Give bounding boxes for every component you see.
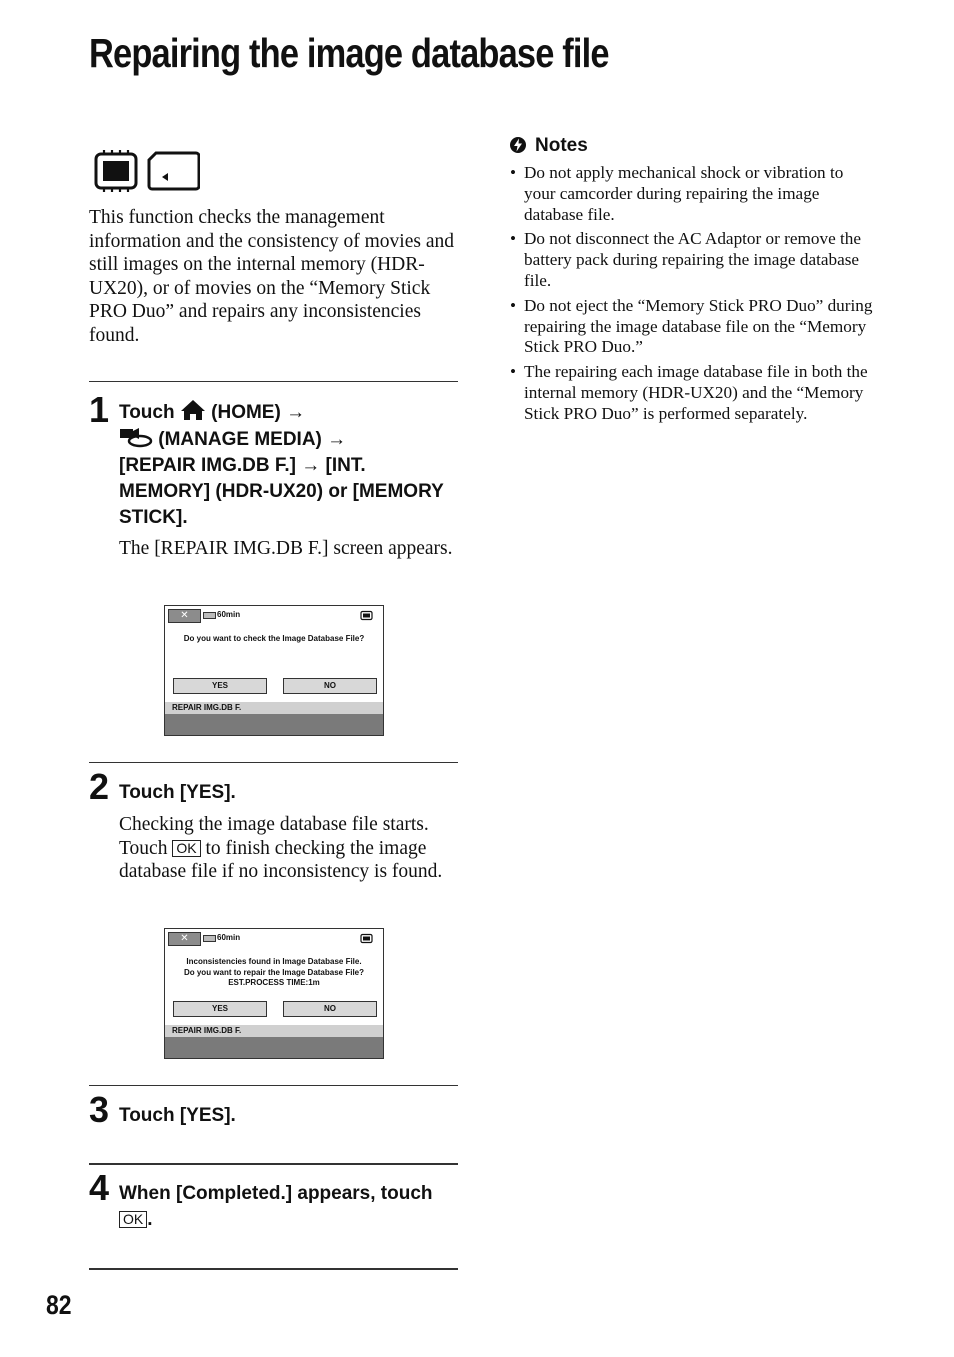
battery-time: 60min [217, 610, 241, 619]
step-divider [89, 381, 458, 382]
arrow-icon: → [286, 402, 306, 423]
memory-stick-icon [146, 150, 200, 192]
screen-bottom-bar [165, 714, 383, 735]
screen-message: Inconsistencies found in Image Database File. [186, 957, 362, 966]
step-instruction [119, 399, 459, 531]
step-number: 3 [89, 1089, 110, 1130]
manage-media-label: (MANAGE MEDIA) [158, 429, 322, 450]
arrow-icon: → [327, 429, 347, 450]
screen-title-bar: REPAIR IMG.DB F. [165, 1025, 383, 1037]
internal-memory-icon [92, 150, 140, 192]
battery-icon [203, 612, 216, 619]
ok-button-symbol: OK [119, 1211, 147, 1228]
step-divider [89, 1085, 458, 1086]
manage-media-icon [119, 426, 153, 448]
ok-button-symbol: OK [172, 840, 200, 857]
step-text-end: . [147, 1209, 153, 1230]
screen-message: EST.PROCESS TIME:1m [228, 978, 320, 987]
battery-icon [203, 935, 216, 942]
step-instruction: Touch [YES]. [119, 1105, 236, 1126]
screen-message: Do you want to check the Image Database File? [183, 634, 365, 643]
step-divider [89, 762, 458, 763]
repair-menu-label: [REPAIR IMG.DB F.] [119, 455, 296, 476]
screen-bottom-bar [165, 1037, 383, 1058]
step-divider [89, 1163, 458, 1165]
step-instruction: Touch [YES]. [119, 782, 236, 803]
home-icon [180, 399, 206, 421]
notes-heading [509, 134, 588, 158]
internal-memory-icon [360, 933, 373, 944]
step-text: When [Completed.] appears, touch [119, 1183, 433, 1204]
step-number: 4 [89, 1167, 110, 1208]
yes-button[interactable]: YES [173, 678, 267, 694]
internal-memory-icon [360, 610, 373, 621]
page-number: 82 [46, 1290, 72, 1320]
desc-part: to finish checking the image database file if no inconsistency is found. [119, 837, 443, 883]
home-label: (HOME) [211, 402, 281, 423]
media-icons [92, 150, 200, 197]
screen-title-bar: REPAIR IMG.DB F. [165, 702, 383, 714]
no-button[interactable]: NO [283, 1001, 377, 1017]
yes-button[interactable]: YES [173, 1001, 267, 1017]
lcd-screen-check [164, 605, 384, 736]
list-item: • Do not disconnect the AC Adaptor or remove the battery pack during repairing the image database file. [509, 229, 874, 291]
section-end-divider [89, 1268, 458, 1270]
list-item: • Do not eject the “Memory Stick PRO Duo” during repairing the image database file on the “Memory Stick PRO Duo.” [509, 296, 874, 358]
notes-list [509, 163, 874, 429]
no-button[interactable]: NO [283, 678, 377, 694]
close-button[interactable]: ✕ [168, 932, 201, 946]
step-number: 1 [89, 389, 110, 430]
list-item: • The repairing each image database file in both the internal memory (HDR-UX20) and the “Memory Stick PRO Duo” is performed separately. [509, 362, 874, 424]
step-number: 2 [89, 766, 110, 807]
lcd-screen-repair [164, 928, 384, 1059]
step-description: The [REPAIR IMG.DB F.] screen appears. [119, 538, 453, 559]
memory-choice-label: [INT. MEMORY] (HDR-UX20) or [MEMORY STICK]. [119, 455, 444, 528]
notes-title: Notes [535, 135, 588, 156]
page-title: Repairing the image database file [89, 30, 609, 76]
intro-text: This function checks the management information and the consistency of movies and still images on the internal memory (HDR-UX20), or of movies on the “Memory Stick PRO Duo” and repairs any inconsistencies found. [89, 207, 454, 346]
list-item: • Do not apply mechanical shock or vibration to your camcorder during repairing the image database file. [509, 163, 874, 225]
desc-part: Checking the image database file starts. Touch [119, 814, 429, 859]
close-button[interactable]: ✕ [168, 609, 201, 623]
arrow-icon: → [301, 455, 321, 476]
step-description [119, 813, 464, 884]
battery-time: 60min [217, 933, 241, 942]
screen-message: Do you want to repair the Image Database File? [183, 967, 365, 977]
notes-icon [509, 136, 527, 154]
touch-label: Touch [119, 402, 175, 423]
step-instruction [119, 1181, 459, 1233]
